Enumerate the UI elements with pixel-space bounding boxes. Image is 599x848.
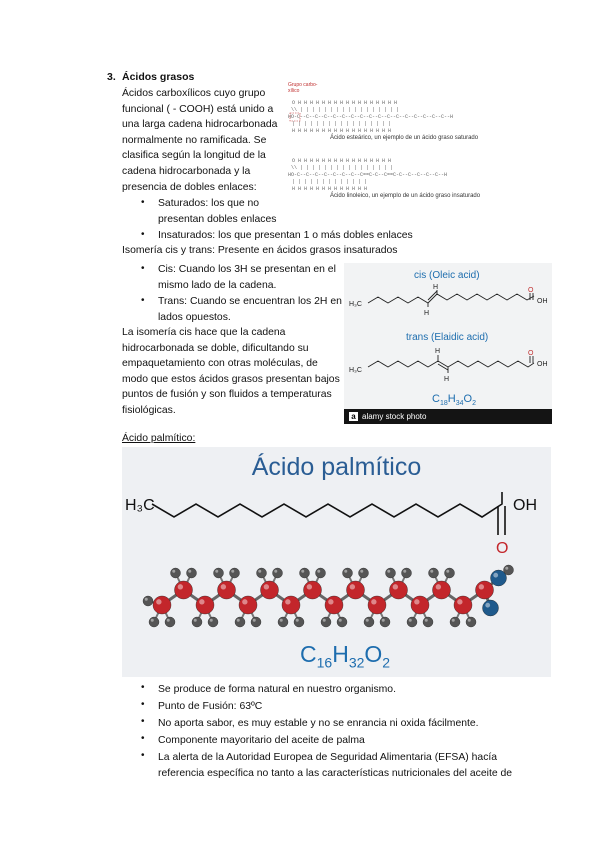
trans-o: O [528, 350, 534, 357]
fatty-acid-chains-drawing [286, 80, 518, 205]
intro-line: normalmente no ramificada. Se [122, 134, 267, 146]
palmitic-figure-title: Ácido palmítico [251, 453, 422, 481]
paragraph-line: puntos de fusión y son fluidos a temperaturas [122, 389, 332, 401]
palmitic-heading: Ácido palmítico: [122, 433, 196, 444]
carbon-atom [390, 581, 408, 599]
carbon-atom [282, 596, 300, 614]
trans-h: H [444, 376, 450, 383]
hydrogen-atom [337, 617, 347, 627]
hydrogen-atom [380, 617, 390, 627]
hydrogen-atom [321, 617, 331, 627]
hydrogen-atom [359, 568, 369, 578]
carboxyl-label-line: Grupo carbo- [288, 82, 318, 88]
watermark-bar [344, 409, 552, 424]
section-title: Ácidos grasos [122, 71, 195, 83]
trans-label: trans (Elaidic acid) [406, 332, 489, 343]
intro-line: una larga cadena hidrocarbonada [122, 119, 278, 131]
carbon-atom [476, 581, 494, 599]
cis-h: H [424, 310, 430, 317]
section-number: 3. [107, 71, 116, 83]
list-item-line: lados opuestos. [158, 311, 231, 323]
hydrogen-atom [386, 568, 396, 578]
cis-ch3: H₃C [349, 301, 362, 308]
watermark-text: alamy stock photo [362, 412, 427, 421]
carbon-atom [196, 596, 214, 614]
palmitic-o: O [496, 540, 509, 557]
list-item-line: presentan dobles enlaces [158, 213, 277, 225]
paragraph-line: empaquetamiento con otras moléculas, de [122, 358, 318, 370]
oxygen-atom [483, 600, 499, 616]
cis-oh: OH [537, 298, 548, 305]
hydrogen-atom [165, 617, 175, 627]
bullet-icon: • [141, 197, 145, 208]
list-item-line: Cis: Cuando los 3H se presentan en el [158, 264, 336, 275]
bullet-icon: • [141, 682, 145, 693]
hydrogen-atom [257, 568, 267, 578]
hydrogen-atom [278, 617, 288, 627]
list-item-text: referencia específica no tanto a las características nutricionales del aceite de [158, 768, 513, 779]
trans-oh: OH [537, 361, 548, 368]
svg-text:| | | | | | | |: | | | | | | | | | | | | | [292, 179, 368, 185]
hydrogen-atom [187, 568, 197, 578]
list-item-text: Punto de Fusión: 63ºC [158, 701, 263, 712]
hydrogen-atom [364, 617, 374, 627]
trans-h: H [435, 348, 441, 355]
hydrogen-atom [230, 568, 240, 578]
palmitic-formula: $C_{16}H_{32}O_2$ [300, 641, 391, 671]
svg-text:| | | | | | | | | |: | | | | | | | | | | | | | | | | | [292, 121, 392, 127]
hydrogen-atom [273, 568, 283, 578]
list-item [158, 196, 276, 227]
palmitic-oh: OH [513, 497, 537, 514]
svg-text:\\ | | | | | | | | |: \\ | | | | | | | | | | | | | | | | [291, 165, 394, 171]
carboxyl-label-line: xílico [288, 88, 300, 94]
bullet-icon: • [141, 263, 145, 274]
carbon-atom [368, 596, 386, 614]
list-item [158, 294, 342, 325]
cis-trans-formula: $C_{18}H_{34}O_2$ [432, 393, 476, 408]
palmitic-figure [122, 447, 551, 677]
carbon-atom [261, 581, 279, 599]
isomer-paragraph [122, 325, 340, 419]
svg-text:H H H H H H H H H H: H H H H H H H H H H H H H H H H H [292, 128, 392, 134]
svg-text:\\ | | | | | | | | |: \\ | | | | | | | | | | | | | | | | | [291, 107, 400, 113]
carbon-atom [153, 596, 171, 614]
cis-o: O [528, 287, 534, 294]
cis-h: H [433, 284, 439, 291]
paragraph-line: modo que estos ácidos grasos presentan bajos [122, 373, 340, 385]
list-item [158, 262, 336, 293]
carbon-atom [433, 581, 451, 599]
saturated-caption: Ácido esteárico, un ejemplo de un ácido graso saturado [330, 135, 479, 141]
hydrogen-atom [214, 568, 224, 578]
hydrogen-atom [316, 568, 326, 578]
carbon-atom [239, 596, 257, 614]
cis-label: cis (Oleic acid) [414, 270, 480, 281]
carbon-atom [347, 581, 365, 599]
bullet-icon: • [141, 295, 145, 306]
intro-line: Ácidos carboxílicos cuyo grupo [122, 88, 266, 99]
paragraph-line: La isomería cis hace que la cadena [122, 327, 286, 338]
hydrogen-atom [429, 568, 439, 578]
hydrogen-atom [423, 617, 433, 627]
bullet-icon: • [141, 733, 145, 744]
intro-line: funcional ( - COOH) está unido a [122, 103, 274, 115]
isomerism-title: Isomería cis y trans: Presente en ácidos grasos insaturados [122, 245, 398, 256]
carbon-atom [218, 581, 236, 599]
hydrogen-atom [407, 617, 417, 627]
hydrogen-atom [143, 596, 153, 606]
intro-paragraph [122, 86, 277, 195]
intro-line: cadena hidrocarbonada y la [122, 165, 251, 177]
hydrogen-atom [466, 617, 476, 627]
intro-line: clasifica según la longitud de la [122, 150, 266, 162]
hydrogen-atom [149, 617, 159, 627]
fatty-acid-structure-figure [286, 80, 518, 205]
bullet-icon: • [141, 699, 145, 710]
hydrogen-atom [294, 617, 304, 627]
list-item-line: Saturados: los que no [158, 198, 260, 209]
list-item-text: Se produce de forma natural en nuestro organismo. [158, 684, 396, 695]
carbon-atom [325, 596, 343, 614]
list-item-text: No aporta sabor, es muy estable y no se enrancia ni oxida fácilmente. [158, 718, 479, 729]
palmitic-ball-stick-model [143, 565, 514, 627]
list-item [158, 228, 413, 244]
hydrogen-atom [251, 617, 261, 627]
hydrogen-atom [235, 617, 245, 627]
list-item-line: Trans: Cuando se encuentran los 2H en [158, 296, 342, 307]
svg-text:H H H H H H H H: H H H H H H H H H H H H H [292, 186, 368, 192]
carbon-atom [454, 596, 472, 614]
cis-trans-figure [344, 263, 552, 424]
alamy-logo-icon: a [349, 412, 358, 421]
bullet-icon: • [141, 716, 145, 727]
trans-ch3: H₃C [349, 367, 362, 374]
svg-text:O H H H H H H H H: O H H H H H H H H H H H H H H H H [292, 158, 392, 164]
hydrogen-atom [300, 568, 310, 578]
svg-text:HO-C--C--C--C--C--C--C--C==C-C: HO-C--C--C--C--C--C--C--C==C-C--C==C-C--C--C--C--C--H [288, 172, 448, 178]
carbon-atom [175, 581, 193, 599]
list-item-text: La alerta de la Autoridad Europea de Seguridad Alimentaria (EFSA) hacía [158, 752, 498, 763]
intro-line: presencia de dobles enlaces: [122, 181, 257, 193]
list-item-line: mismo lado de la cadena. [158, 279, 277, 291]
list-item-text: Componente mayoritario del aceite de palma [158, 735, 365, 746]
svg-text:HO-C--C--C--C--C--C--C--C--C--: HO-C--C--C--C--C--C--C--C--C--C--C--C--C--C--C--C--C--H [288, 114, 454, 120]
hydrogen-atom [171, 568, 181, 578]
hydrogen-atom [192, 617, 202, 627]
hydrogen-atom [343, 568, 353, 578]
svg-text:O H H H H H H H H H: O H H H H H H H H H H H H H H H H H [292, 100, 398, 106]
hydrogen-atom [208, 617, 218, 627]
paragraph-line: hidrocarbonada se doble, dificultando su [122, 342, 309, 354]
unsaturated-caption: Ácido linoleico, un ejemplo de un ácido graso insaturado [330, 193, 481, 199]
list-item-line: Insaturados: los que presentan 1 o más dobles enlaces [158, 230, 413, 241]
carbon-atom [304, 581, 322, 599]
palmitic-ch3: H₃C [125, 497, 155, 514]
hydrogen-atom [504, 565, 514, 575]
hydrogen-atom [402, 568, 412, 578]
bullet-icon: • [141, 229, 145, 240]
bullet-icon: • [141, 750, 145, 761]
carbon-atom [411, 596, 429, 614]
hydrogen-atom [445, 568, 455, 578]
paragraph-line: fisiológicas. [122, 404, 176, 416]
hydrogen-atom [450, 617, 460, 627]
